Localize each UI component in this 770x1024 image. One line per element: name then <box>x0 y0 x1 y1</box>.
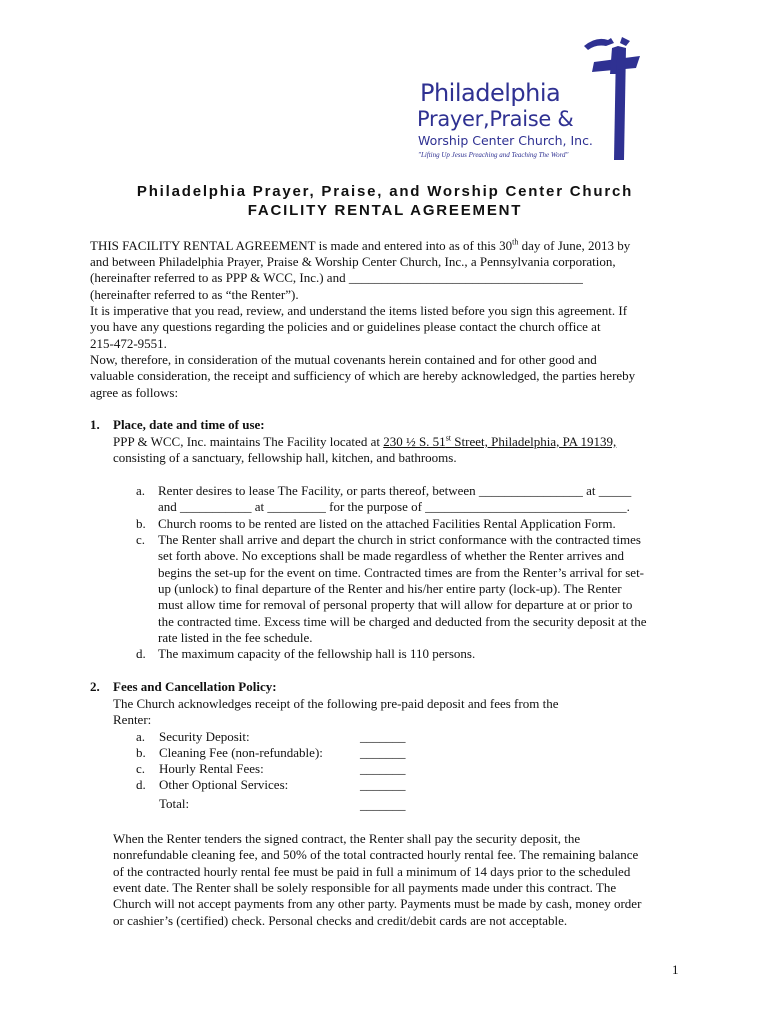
fee-letter: c. <box>136 761 146 776</box>
church-logo <box>384 34 634 164</box>
paragraph-line: or cashier’s (certified) check. Personal checks and credit/debit cards are not acceptable. <box>113 912 568 928</box>
logo-line-1: Philadelphia <box>420 79 561 107</box>
intro-line: and between Philadelphia Prayer, Praise & Worship Center Church, Inc., a Pennsylvania corporation, <box>90 254 616 269</box>
paragraph-line: nonrefundable cleaning fee, and 50% of the total contracted hourly rental fee. The remaining balance <box>113 847 639 863</box>
page-number: 1 <box>672 962 679 977</box>
section-line: consisting of a sanctuary, fellowship hall, kitchen, and bathrooms. <box>113 450 457 465</box>
fee-label: Cleaning Fee (non-refundable): <box>159 745 323 760</box>
logo-line-2: Prayer,Praise & <box>417 107 574 131</box>
fee-blank: _______ <box>360 745 406 760</box>
intro-line: valuable consideration, the receipt and sufficiency of which are hereby acknowledged, the parties hereby <box>90 368 636 383</box>
fee-letter: b. <box>136 745 146 760</box>
total-blank: _______ <box>360 797 406 812</box>
intro-line: It is imperative that you read, review, and understand the items listed before you sign this agreement. If <box>90 303 628 318</box>
logo-line-3: Worship Center Church, Inc. <box>418 133 593 148</box>
list-letter: b. <box>136 516 146 531</box>
paragraph-line: Church will not accept payments from any other party. Payments must be made by cash, money order <box>113 896 642 912</box>
section-line: Renter: <box>113 712 152 727</box>
section-number: 1. <box>90 417 100 432</box>
list-letter: d. <box>136 646 146 661</box>
document-title: Philadelphia Prayer, Praise, and Worship Center Church <box>136 183 634 200</box>
intro-line: THIS FACILITY RENTAL AGREEMENT is made and entered into as of this 30th day of June, 2013 by <box>90 237 631 253</box>
list-item-line: the contracted time. Excess time will be charged and deducted from the security deposit at the <box>158 613 647 629</box>
cross-icon <box>574 34 644 164</box>
intro-line: Now, therefore, in consideration of the mutual covenants herein contained and for other good and <box>90 352 597 367</box>
list-item-line: set forth above. No exceptions shall be made regardless of whether the Renter arrives and <box>158 548 625 564</box>
section-number: 2. <box>90 679 100 694</box>
list-item-line: up (unlock) to final departure of the Renter and his/her entire party (lock-up). The Renter <box>158 580 622 596</box>
paragraph-line: When the Renter tenders the signed contract, the Renter shall pay the security deposit, the <box>113 831 581 846</box>
fee-blank: _______ <box>360 777 406 792</box>
list-item-line: rate listed in the fee schedule. <box>158 629 313 645</box>
list-item-line: Renter desires to lease The Facility, or parts thereof, between ________________ at _____ <box>158 483 632 498</box>
list-item-line: and ___________ at _________ for the purpose of _______________________________. <box>158 499 630 515</box>
document-subtitle: FACILITY RENTAL AGREEMENT <box>247 202 523 219</box>
list-item-line: begins the set-up for the event on time. Contracted times are from the Renter’s arrival for set- <box>158 564 645 580</box>
section-heading: Place, date and time of use: <box>113 417 265 432</box>
fee-blank: _______ <box>360 729 406 744</box>
paragraph-line: event date. The Renter shall be solely responsible for all payments made under this contract. The <box>113 879 617 895</box>
list-letter: a. <box>136 483 146 498</box>
list-item-line: must allow time for removal of personal property that will allow for departure at or prior to <box>158 597 633 613</box>
fee-label: Other Optional Services: <box>159 777 289 792</box>
fee-label: Hourly Rental Fees: <box>159 761 264 776</box>
intro-line: (hereinafter referred to as “the Renter”). <box>90 287 299 302</box>
intro-line: agree as follows: <box>90 385 179 400</box>
list-letter: c. <box>136 532 146 547</box>
list-item-line: The Renter shall arrive and depart the church in strict conformance with the contracted times <box>158 532 641 547</box>
logo-tagline: "Lifting Up Jesus Preaching and Teaching The Word" <box>418 151 569 159</box>
list-item-line: The maximum capacity of the fellowship hall is 110 persons. <box>158 646 476 661</box>
section-heading: Fees and Cancellation Policy: <box>113 679 277 694</box>
fee-letter: a. <box>136 729 146 744</box>
section-line: The Church acknowledges receipt of the following pre-paid deposit and fees from the <box>113 696 559 711</box>
list-item-line: Church rooms to be rented are listed on the attached Facilities Rental Application Form. <box>158 516 616 531</box>
paragraph-line: of the contracted hourly rental fee must be paid in full a minimum of 14 days prior to the scheduled <box>113 863 631 879</box>
fee-label: Security Deposit: <box>159 729 250 744</box>
intro-line: 215-472-9551. <box>90 336 167 351</box>
address-text: 230 ½ S. 51st Street, Philadelphia, PA 19139, <box>383 433 617 449</box>
total-label: Total: <box>159 796 190 811</box>
section-line: PPP & WCC, Inc. maintains The Facility located at 230 ½ S. 51st Street, Philadelphia, PA 19139, <box>113 433 617 449</box>
fee-letter: d. <box>136 777 146 792</box>
intro-line: (hereinafter referred to as PPP & WCC, Inc.) and ____________________________________ <box>90 270 583 285</box>
intro-line: you have any questions regarding the policies and or guidelines please contact the church office at <box>90 319 601 334</box>
fee-blank: _______ <box>360 761 406 776</box>
